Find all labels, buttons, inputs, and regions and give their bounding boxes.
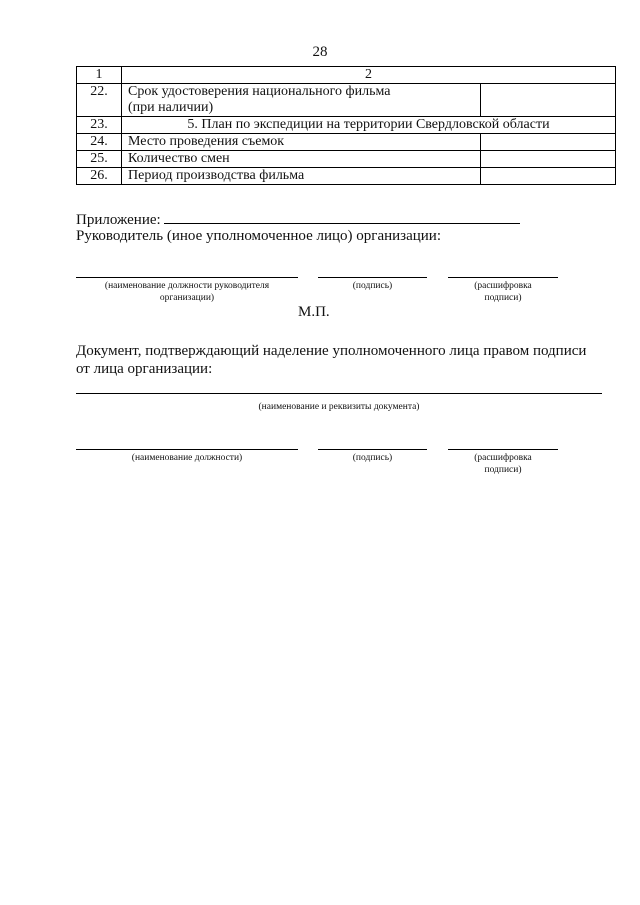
caption-line: подписи) xyxy=(484,465,522,475)
row-number: 26. xyxy=(77,168,122,185)
caption-line: подписи) xyxy=(484,293,522,303)
row-number: 22. xyxy=(77,84,122,117)
head-decoding-line[interactable] xyxy=(448,277,558,278)
table-row xyxy=(77,151,616,168)
row-value-cell[interactable] xyxy=(481,151,616,168)
table-header-row xyxy=(77,67,616,84)
head-signature-title: Руководитель (иное уполномоченное лицо) организации: xyxy=(76,228,441,244)
stamp-place-label: М.П. xyxy=(298,304,330,320)
row-value-cell[interactable] xyxy=(481,134,616,151)
form-table xyxy=(76,66,616,185)
attachment-line xyxy=(76,210,520,229)
attachment-field[interactable] xyxy=(164,210,520,224)
table-header-cell: 1 xyxy=(77,67,122,84)
table-row xyxy=(77,117,616,134)
row-label: Количество смен xyxy=(122,151,481,168)
page-number: 28 xyxy=(312,44,328,60)
caption-line: (расшифровка xyxy=(474,453,532,463)
authorized-signature-line[interactable] xyxy=(318,449,427,450)
authorized-position-line[interactable] xyxy=(76,449,298,450)
authority-doc-line1: Документ, подтверждающий наделение уполномоченного лица правом подписи xyxy=(76,343,587,359)
row-number: 23. xyxy=(77,117,122,134)
row-label xyxy=(122,84,481,117)
caption-line: (расшифровка xyxy=(474,281,532,291)
head-position-caption xyxy=(76,280,298,304)
row-label-line: Срок удостоверения национального фильма xyxy=(128,84,391,99)
authority-doc-field[interactable] xyxy=(76,393,602,394)
authorized-decoding-line[interactable] xyxy=(448,449,558,450)
authorized-position-caption: (наименование должности) xyxy=(131,453,243,463)
row-value-cell[interactable] xyxy=(481,84,616,117)
head-position-line[interactable] xyxy=(76,277,298,278)
row-value-cell[interactable] xyxy=(481,168,616,185)
row-label: Место проведения съемок xyxy=(122,134,481,151)
head-decoding-caption xyxy=(448,280,558,304)
row-number: 24. xyxy=(77,134,122,151)
caption-line: организации) xyxy=(159,293,215,303)
row-label-line: (при наличии) xyxy=(128,100,214,115)
attachment-label: Приложение: xyxy=(76,212,161,228)
table-row xyxy=(77,84,616,117)
table-row xyxy=(77,134,616,151)
authority-doc-line2: от лица организации: xyxy=(76,361,213,377)
row-number: 25. xyxy=(77,151,122,168)
head-signature-caption: (подпись) xyxy=(352,281,393,291)
section-heading: 5. План по экспедиции на территории Свердловской области xyxy=(122,117,616,134)
head-signature-line[interactable] xyxy=(318,277,427,278)
authorized-signature-caption: (подпись) xyxy=(352,453,393,463)
authorized-decoding-caption xyxy=(448,452,558,476)
row-label: Период производства фильма xyxy=(122,168,481,185)
caption-line: (наименование должности руководителя xyxy=(104,281,270,291)
authority-doc-caption: (наименование и реквизиты документа) xyxy=(258,402,420,412)
table-header-cell: 2 xyxy=(122,67,616,84)
table-row xyxy=(77,168,616,185)
